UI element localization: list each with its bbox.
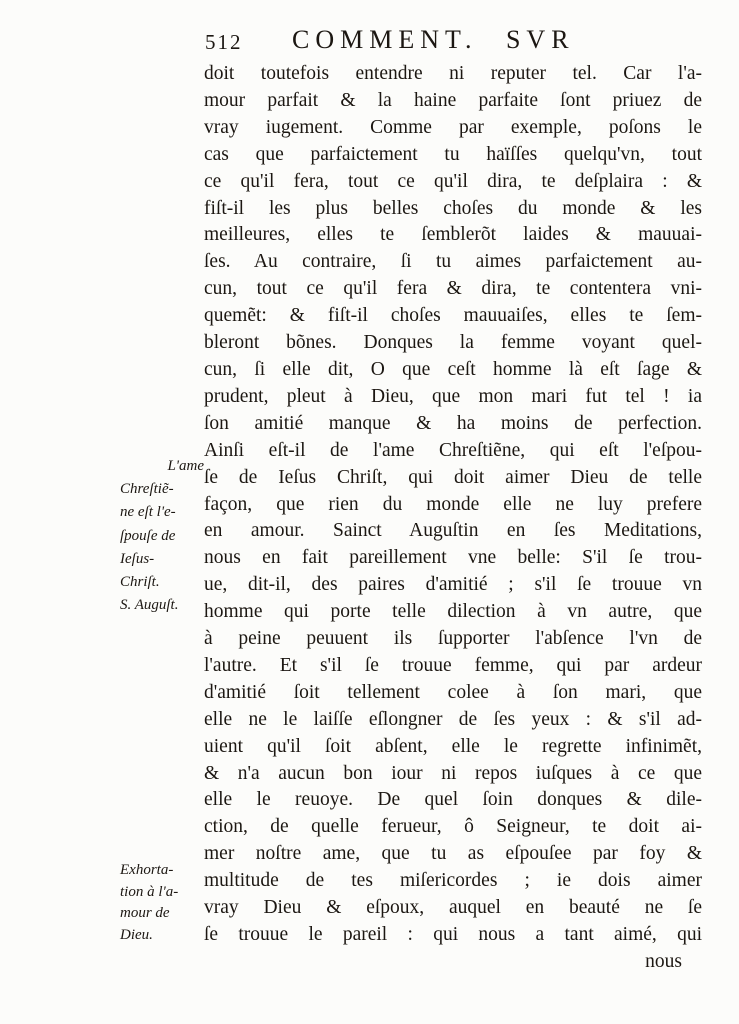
body-lines xyxy=(204,61,702,949)
body-text-line: cun, ſi elle dit, O que ceſt homme là eſt ſage & xyxy=(204,358,702,380)
margin-note-line: Dieu. xyxy=(120,926,153,943)
body-text-line: quemẽt: & fiſt-il choſes mauuaiſes, elles te ſem- xyxy=(204,305,702,327)
body-text-line: bleront bõnes. Donques la femme voyant quel- xyxy=(204,332,702,354)
body-text-line: & n'a aucun bon iour ni repos iuſques à ce que xyxy=(204,762,702,784)
body-text-line: ction, de quelle ferueur, ô Seigneur, te doit ai- xyxy=(204,816,702,838)
margin-note-line: Chriſt. xyxy=(120,574,160,591)
margin-note-line: Ieſus- xyxy=(120,550,155,567)
body-text-line: mour parfait & la haine parfaite ſont priuez de xyxy=(204,89,702,111)
body-text-line: l'autre. Et s'il ſe trouue femme, qui par ardeur xyxy=(204,654,702,676)
margin-note-line: L'ame xyxy=(167,458,204,474)
body-text-line: d'amitié ſoit tellement colee à ſon mari, que xyxy=(204,681,702,703)
margin-note-line: Chreſtiẽ- xyxy=(120,481,174,498)
body-text-line: en amour. Sainct Auguſtin en ſes Meditations, xyxy=(204,520,702,542)
body-text-line: cun, tout ce qu'il fera & dira, te contentera vni- xyxy=(204,278,702,300)
body-text-line: fiſt-il les plus belles choſes du monde & les xyxy=(204,197,702,219)
body-text-line: Ainſi eſt-il de l'ame Chreſtiẽne, qui eſt l'eſpou- xyxy=(204,439,702,461)
margin-note-ame-chrestienne xyxy=(120,455,206,617)
body-text-line: elle ne le laiſſe eſlongner de ſes yeux : & s'il ad- xyxy=(204,708,702,730)
body-text-line: homme qui porte telle dilection à vn autre, que xyxy=(204,601,702,623)
body-text-line: meilleures, elles te ſemblerõt laides & mauuai- xyxy=(204,224,702,246)
body-text-line: nous en fait pareillement vne belle: S'il ſe trou- xyxy=(204,547,702,569)
body-text-line: à peine peuuent ils ſupporter l'abſence l'vn de xyxy=(204,628,702,650)
margin-note-line: tion à l'a- xyxy=(120,883,179,900)
body-text-line: ſe de Ieſus Chriſt, qui doit aimer Dieu de telle xyxy=(204,466,702,488)
body-text-line: vray Dieu & eſpoux, auquel en beauté ne ſe xyxy=(204,897,702,919)
margin-note-line: ſpouſe de xyxy=(120,527,176,544)
body-text-line: vray iugement. Comme par exemple, poſons le xyxy=(204,116,702,138)
body-text-line: ue, dit-il, des paires d'amitié ; s'il ſe trouue vn xyxy=(204,574,702,596)
body-text-line: multitude de tes miſericordes ; ie dois aimer xyxy=(204,870,702,892)
body-text-line: ce qu'il fera, tout ce qu'il dira, te deſplaira : & xyxy=(204,170,702,192)
page-number: 512 xyxy=(205,30,243,54)
body-text-line: ſes. Au contraire, ſi tu aimes parfaictement au- xyxy=(204,251,702,273)
running-header-title: COMMENT. SVR xyxy=(292,25,575,54)
body-text-line: doit toutefois entendre ni reputer tel. Car l'a- xyxy=(204,63,702,84)
body-text-line: façon, que rien du monde elle ne luy prefere xyxy=(204,493,702,515)
body-text-line: mer noſtre ame, que tu as eſpouſee par foy & xyxy=(204,843,702,865)
margin-note-line: mour de xyxy=(120,905,170,921)
margin-note-exhortation xyxy=(120,860,206,946)
margin-note-line: ne eſt l'e- xyxy=(120,504,176,521)
body-text-line: ſe trouue le pareil : qui nous a tant aimé, qui xyxy=(204,924,702,945)
catchword: nous xyxy=(645,950,682,972)
body-text-block xyxy=(204,61,702,976)
body-text-line: ſon amitié manque & ha moins de perfection. xyxy=(204,412,702,434)
body-text-line: cas que parfaictement tu haïſſes quelqu'vn, tout xyxy=(204,143,702,165)
margin-note-line: Exhorta- xyxy=(120,862,174,878)
body-text-line: prudent, pleut à Dieu, que mon mari fut tel ! ia xyxy=(204,385,702,407)
margin-note-line: S. Auguſt. xyxy=(120,597,179,614)
body-text-line: elle le reuoye. De quel ſoin donques & dile- xyxy=(204,789,702,811)
body-text-line: uient qu'il ſoit abſent, elle le regrette infinimẽt, xyxy=(204,735,702,757)
